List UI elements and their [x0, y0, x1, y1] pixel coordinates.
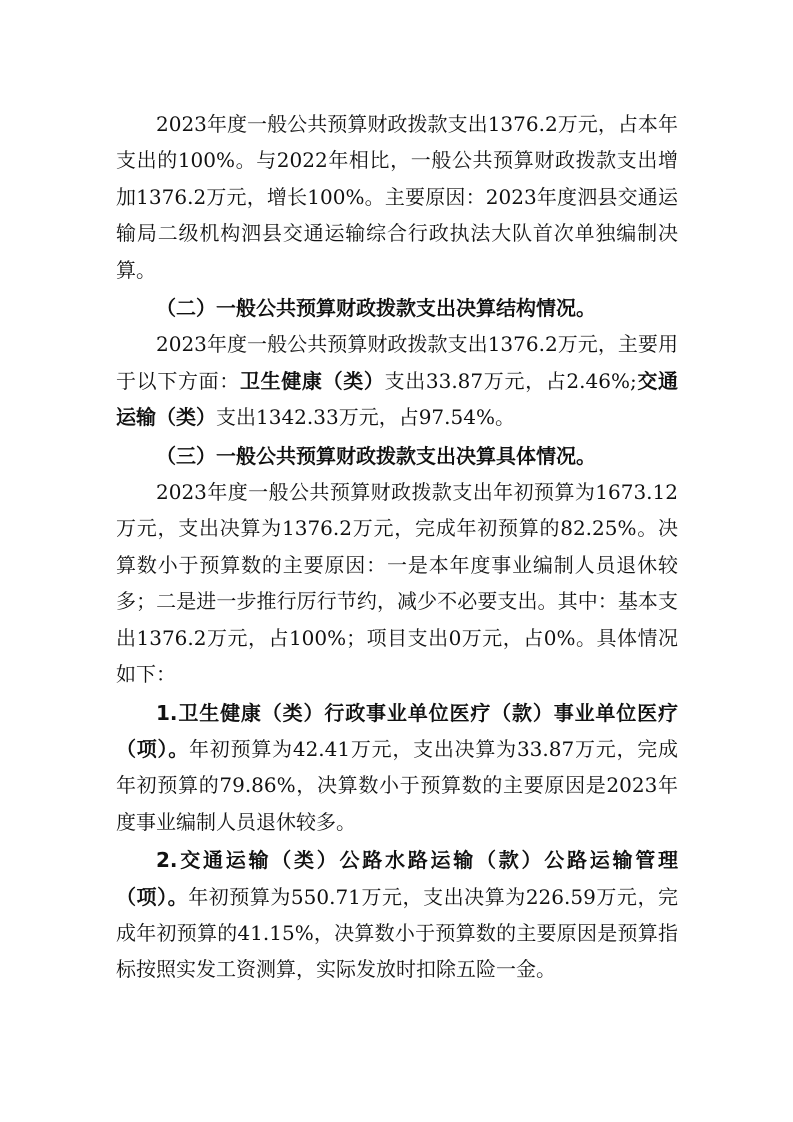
item-health-medical	[116, 695, 678, 841]
document-body	[116, 106, 678, 988]
item-transport-road	[116, 842, 678, 988]
item-transport-road-text: 年初预算为550.71万元，支出决算为226.59万元，完成年初预算的41.15%，决算数小于预算数的主要原因是预算指标按照实发工资测算，实际发放时扣除五险一金。	[116, 884, 678, 982]
category-health-label: 卫生健康（类）	[239, 368, 385, 393]
category-health-amount: 支出33.87万元，占2.46%;	[384, 368, 637, 393]
structure-intro-text: 2023年度一般公共预算财政拨款支出1376.2万元，主要用于以下方面：	[116, 332, 678, 393]
category-transport-amount: 支出1342.33万元，占97.54%。	[216, 405, 515, 430]
paragraph-structure	[116, 326, 678, 435]
category-transport-label: 交通运输（类）	[116, 368, 679, 430]
section-heading-structure: （二）一般公共预算财政拨款支出决算结构情况。	[156, 296, 596, 321]
paragraph-details: 2023年度一般公共预算财政拨款支出年初预算为1673.12万元，支出决算为1376.2万元，完成年初预算的82.25%。决算数小于预算数的主要原因：一是本年度事业编制人员退休较多；二是进一步推行厉行节约，减少不必要支出。其中：基本支出1376.2万元，占100%；项目支出0万元，占0%。具体情况如下：	[116, 480, 678, 687]
item-health-medical-text: 年初预算为42.41万元，支出决算为33.87万元，完成年初预算的79.86%，决算数小于预算数的主要原因是2023年度事业编制人员退休较多。	[116, 736, 679, 834]
paragraph-expenditure-total: 2023年度一般公共预算财政拨款支出1376.2万元，占本年支出的100%。与2022年相比，一般公共预算财政拨款支出增加1376.2万元，增长100%。主要原因：2023年度泗县交通运输局二级机构泗县交通运输综合行政执法大队首次单独编制决算。	[116, 112, 678, 282]
item-transport-road-title: 2.交通运输（类）公路水路运输（款）公路运输管理（项）。	[116, 848, 678, 909]
section-heading-details: （三）一般公共预算财政拨款支出决算具体情况。	[156, 443, 596, 468]
item-health-medical-title: 1.卫生健康（类）行政事业单位医疗（款）事业单位医疗（项）。	[116, 700, 678, 761]
